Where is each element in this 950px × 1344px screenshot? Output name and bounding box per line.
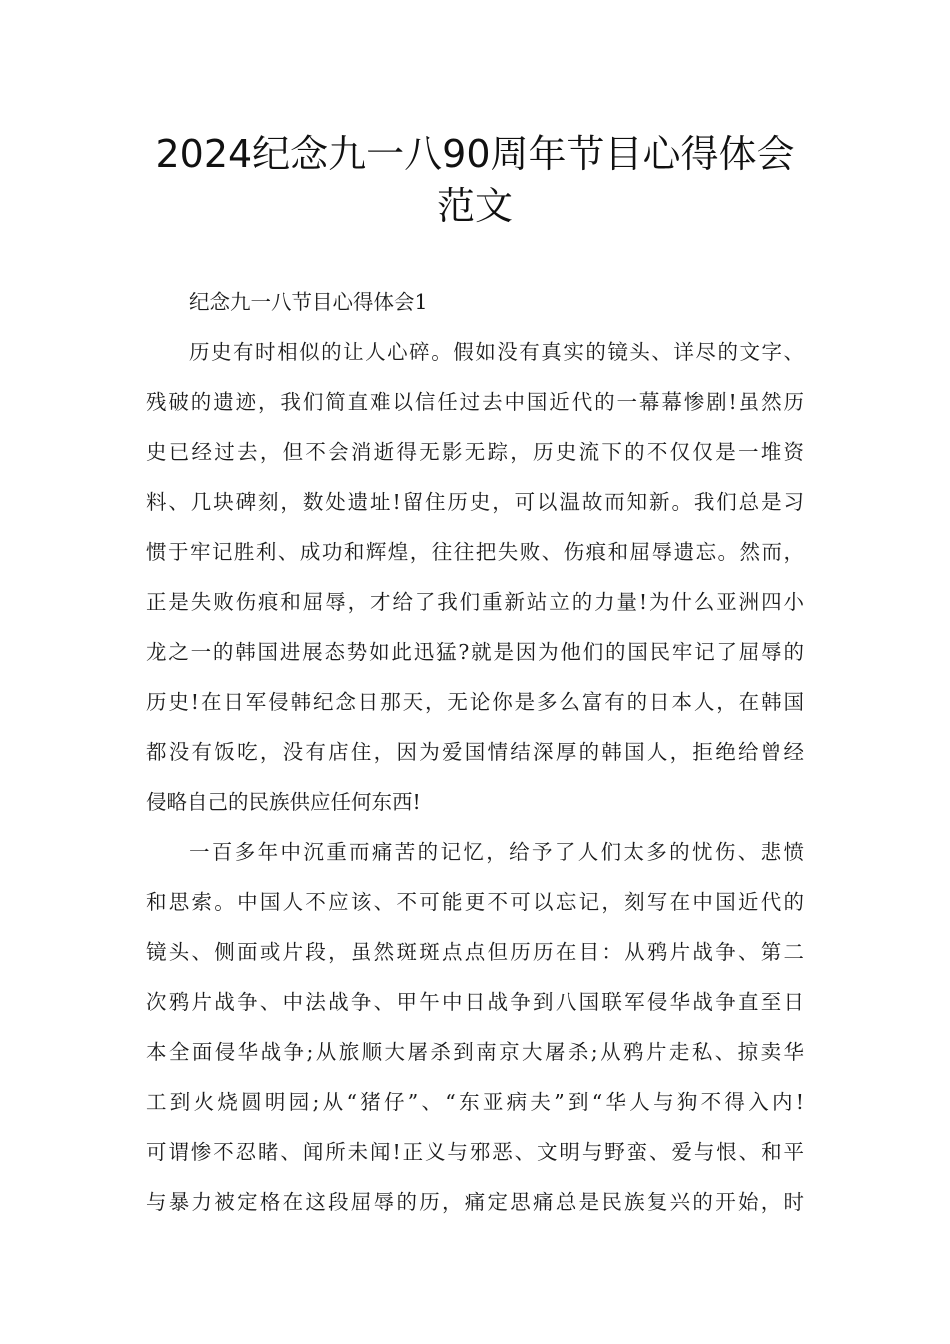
text-line: 与暴力被定格在这段屈辱的历，痛定思痛总是民族复兴的开始，时 bbox=[146, 1190, 804, 1214]
text-line: 可谓惨不忍睹、闻所未闻!正义与邪恶、文明与野蛮、爱与恨、和平 bbox=[146, 1140, 804, 1164]
text-line: 史已经过去，但不会消逝得无影无踪，历史流下的不仅仅是一堆资 bbox=[146, 440, 804, 464]
title-line-2: 范文 bbox=[436, 184, 513, 228]
text-line: 镜头、侧面或片段，虽然斑斑点点但历历在目：从鸦片战争、第二 bbox=[146, 940, 804, 964]
title-line-1: 2024纪念九一八90周年节目心得体会 bbox=[155, 132, 795, 176]
text-line: 历史有时相似的让人心碎。假如没有真实的镜头、详尽的文字、 bbox=[189, 340, 804, 364]
document-body bbox=[146, 282, 804, 1232]
text-line: 本全面侵华战争;从旅顺大屠杀到南京大屠杀;从鸦片走私、掠卖华 bbox=[146, 1040, 804, 1064]
text-line: 龙之一的韩国进展态势如此迅猛?就是因为他们的国民牢记了屈辱的 bbox=[146, 640, 804, 664]
text-line: 残破的遗迹，我们简直难以信任过去中国近代的一幕幕惨剧!虽然历 bbox=[146, 390, 804, 414]
text-line: 次鸦片战争、中法战争、甲午中日战争到八国联军侵华战争直至日 bbox=[146, 990, 804, 1014]
document-title bbox=[100, 128, 850, 232]
text-line: 料、几块碑刻，数处遗址!留住历史，可以温故而知新。我们总是习 bbox=[146, 490, 804, 514]
text-line: 工到火烧圆明园;从“猪仔”、“东亚病夫”到“华人与狗不得入内! bbox=[146, 1090, 804, 1114]
text-line: 侵略自己的民族供应任何东西! bbox=[146, 790, 421, 814]
text-line: 一百多年中沉重而痛苦的记忆，给予了人们太多的忧伤、悲愤 bbox=[189, 840, 804, 864]
text-line: 惯于牢记胜利、成功和辉煌，往往把失败、伤痕和屈辱遗忘。然而， bbox=[146, 540, 804, 564]
text-line: 历史!在日军侵韩纪念日那天，无论你是多么富有的日本人，在韩国 bbox=[146, 690, 804, 714]
text-line: 纪念九一八节目心得体会1 bbox=[189, 290, 428, 314]
text-line: 和思索。中国人不应该、不可能更不可以忘记，刻写在中国近代的 bbox=[146, 890, 804, 914]
text-line: 正是失败伤痕和屈辱，才给了我们重新站立的力量!为什么亚洲四小 bbox=[146, 590, 804, 614]
text-line: 都没有饭吃，没有店住，因为爱国情结深厚的韩国人，拒绝给曾经 bbox=[146, 740, 804, 764]
